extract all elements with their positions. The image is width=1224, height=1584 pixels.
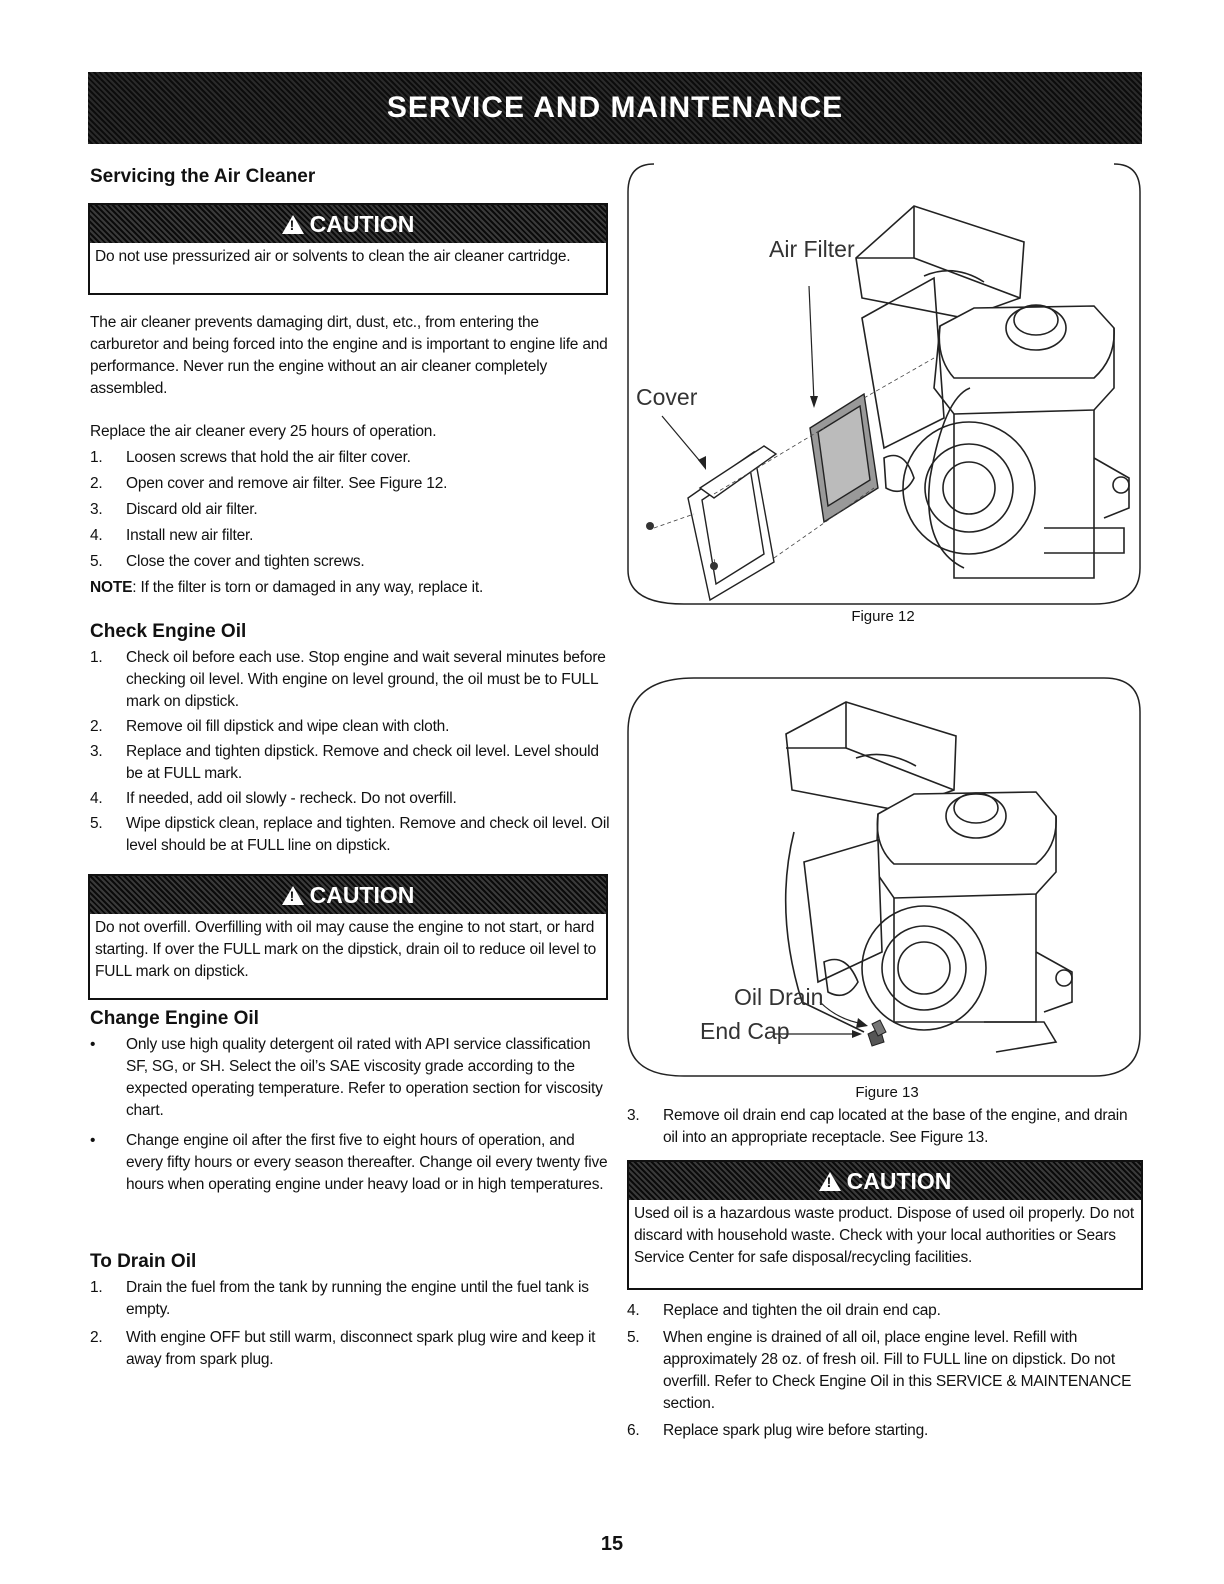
air-cleaner-replace: Replace the air cleaner every 25 hours of operation.: [90, 423, 437, 440]
list-item: 5. When engine is drained of all oil, place engine level. Refill with approximately 28 oz. of fresh oil. Fill to FULL line on dipstick. Do not overfill. Refer to Check Engine Oil in this SERVICE & MAINTENANCE section.: [627, 1329, 1132, 1412]
list-item: 3. Replace and tighten dipstick. Remove and check oil level. Level should be at FULL mark.: [90, 743, 599, 782]
figure-13: [624, 672, 1144, 1080]
list-item: 2. Open cover and remove air filter. See Figure 12.: [90, 475, 448, 492]
air-cleaner-paragraph: The air cleaner prevents damaging dirt, dust, etc., from entering the carburetor and being forced into the engine and is important to engine life and performance. Never run the engine without an air cleaner completely assembled.: [90, 314, 608, 397]
warning-icon: [282, 215, 304, 234]
right-column-step3: [627, 1105, 1137, 1149]
caution-label: CAUTION: [846, 1167, 952, 1194]
list-item: 4. Install new air filter.: [90, 527, 254, 544]
air-cleaner-body: [90, 312, 610, 599]
note-label: NOTE: [90, 579, 133, 596]
list-item: 2. Remove oil fill dipstick and wipe clean with cloth.: [90, 718, 450, 735]
page-number: 15: [600, 1533, 624, 1555]
figure-13-caption: Figure 13: [855, 1084, 919, 1101]
left-column: [90, 166, 610, 188]
list-item: 4. If needed, add oil slowly - recheck. Do not overfill.: [90, 790, 457, 807]
note-text: : If the filter is torn or damaged in any way, replace it.: [132, 579, 484, 596]
caution-text: Do not overfill. Overfilling with oil may cause the engine to not start, or hard starting. If over the FULL mark on the dipstick, drain oil to reduce oil level to FULL mark on dipstick.: [95, 919, 596, 980]
warning-icon: [819, 1172, 841, 1191]
air-cleaner-steps: [90, 447, 610, 573]
caution-label: CAUTION: [309, 881, 415, 908]
list-item: 1. Drain the fuel from the tank by running the engine until the fuel tank is empty.: [90, 1279, 589, 1318]
list-item: 5. Close the cover and tighten screws.: [90, 553, 365, 570]
caution-box-overfill: [88, 874, 608, 1000]
page-banner: [88, 72, 1142, 144]
banner-title: SERVICE AND MAINTENANCE: [386, 91, 844, 124]
list-item: 2. With engine OFF but still warm, disconnect spark plug wire and keep it away from spark plug.: [90, 1329, 596, 1368]
air-filter-label: Air Filter: [769, 236, 855, 262]
right-column-steps: [627, 1300, 1137, 1442]
caution-label: CAUTION: [309, 210, 415, 237]
list-item: 1. Check oil before each use. Stop engine and wait several minutes before checking oil level. With engine on level ground, the oil must be to FULL mark on dipstick.: [90, 649, 606, 710]
warning-icon: [282, 886, 304, 905]
figure-12-caption: Figure 12: [851, 608, 915, 625]
list-item: 5. Wipe dipstick clean, replace and tighten. Remove and check oil level. Oil level should be at FULL line on dipstick.: [90, 815, 610, 854]
change-oil-section: [90, 1008, 610, 1196]
check-oil-section: [90, 621, 610, 857]
caution-box-used-oil: [627, 1160, 1143, 1290]
drain-oil-heading: To Drain Oil: [90, 1251, 197, 1272]
drain-step-3: [627, 1105, 1137, 1149]
caution-text: Used oil is a hazardous waste product. Dispose of used oil properly. Do not discard with household waste. Check with your local authorities or Sears Service Center for safe disposal/recycling facilities.: [634, 1205, 1134, 1266]
list-item: • Only use high quality detergent oil rated with API service classification SF, SG, or SH. Select the oil’s SAE viscosity grade according to the expected operating temperature. Refer to operation section for viscosity chart.: [90, 1036, 603, 1119]
caution-header: [629, 1162, 1141, 1200]
drain-oil-section: [90, 1251, 610, 1371]
list-item: • Change engine oil after the first five to eight hours of operation, and every fifty hours or every season thereafter. Change oil every twenty five hours when operating engine under heavy load or in high temperatures.: [90, 1132, 608, 1193]
caution-box-air-cleaner: [88, 203, 608, 295]
note: [90, 577, 610, 599]
drain-steps-continued: [627, 1300, 1137, 1442]
caution-header: [90, 205, 606, 243]
figure-12: [624, 158, 1144, 608]
caution-header: [90, 876, 606, 914]
check-oil-steps: [90, 647, 610, 857]
check-oil-heading: Check Engine Oil: [90, 621, 247, 642]
oil-drain-label: Oil Drain: [734, 984, 824, 1010]
air-cleaner-heading: Servicing the Air Cleaner: [90, 166, 316, 187]
caution-text: Do not use pressurized air or solvents to clean the air cleaner cartridge.: [95, 248, 571, 265]
list-item: 4. Replace and tighten the oil drain end cap.: [627, 1302, 941, 1319]
engine-air-filter-illustration: [624, 158, 1144, 608]
drain-oil-steps: [90, 1277, 610, 1371]
change-oil-bullets: [90, 1034, 610, 1196]
end-cap-label: End Cap: [700, 1018, 790, 1044]
list-item: 6. Replace spark plug wire before starting.: [627, 1422, 929, 1439]
cover-label: Cover: [636, 384, 698, 410]
list-item: 3. Discard old air filter.: [90, 501, 258, 518]
list-item: 1. Loosen screws that hold the air filter cover.: [90, 449, 411, 466]
list-item: 3. Remove oil drain end cap located at the base of the engine, and drain oil into an appropriate receptacle. See Figure 13.: [627, 1107, 1128, 1146]
change-oil-heading: Change Engine Oil: [90, 1008, 259, 1029]
